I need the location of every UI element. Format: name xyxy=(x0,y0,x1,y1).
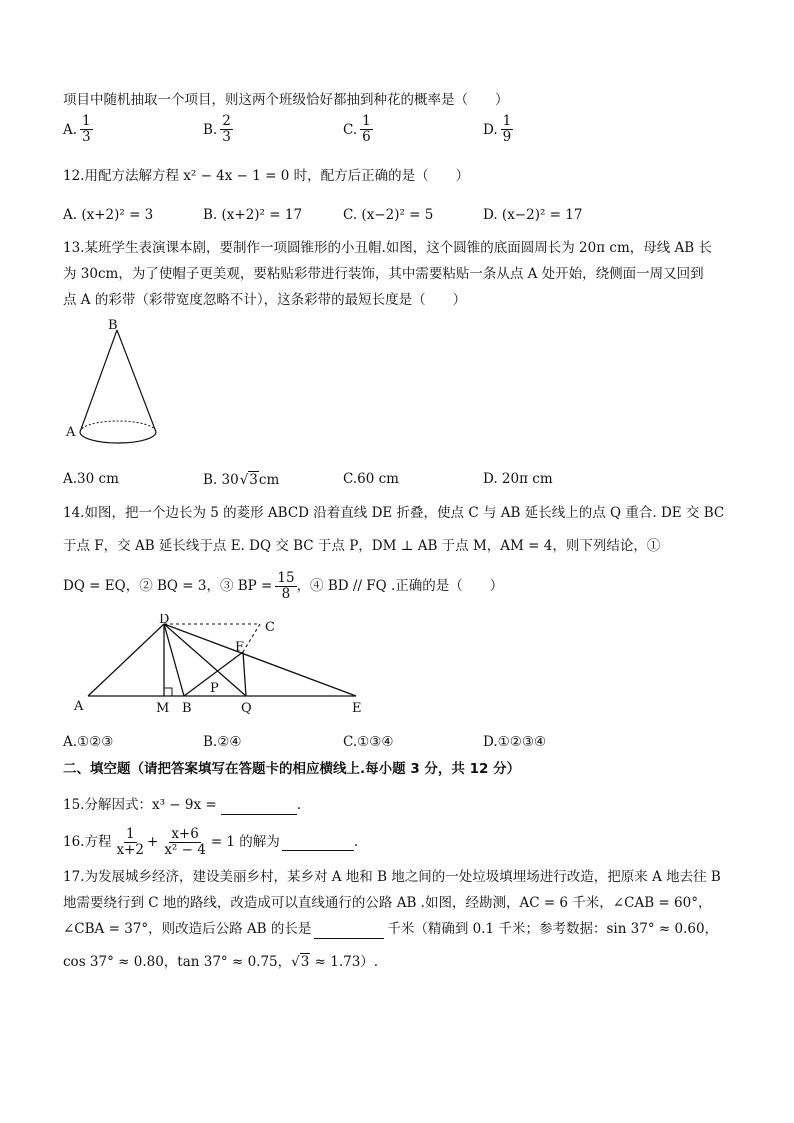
fraction-num: 15 xyxy=(277,569,295,586)
point-a-label: A xyxy=(74,699,84,714)
sqrt-radicand: 3 xyxy=(300,954,310,970)
q13-options xyxy=(63,471,743,493)
q17-line3-pre: ∠CBA = 37°，则改造后公路 AB 的长是 xyxy=(63,921,312,937)
fraction xyxy=(220,114,233,145)
q11-option-d xyxy=(483,114,513,145)
point-e-label: E xyxy=(352,701,362,716)
q13-option-a: A.30 cm xyxy=(63,471,119,487)
sqrt-symbol: √ xyxy=(239,471,249,488)
line-de xyxy=(164,624,356,696)
point-b-label: B xyxy=(108,318,118,333)
option-letter: C. xyxy=(343,121,358,138)
cone-side-left xyxy=(80,330,117,432)
section-title: 二、填空题（请把答案填写在答题卡的相应横线上.每小题 3 分，共 12 分） xyxy=(63,761,521,777)
fraction xyxy=(162,827,208,858)
q17-line4 xyxy=(63,952,733,972)
option-letter: B. xyxy=(203,121,218,138)
q14-line3 xyxy=(63,566,733,606)
point-p-label: P xyxy=(210,681,219,696)
fraction-num: 1 xyxy=(502,113,512,129)
q15-line xyxy=(63,795,733,815)
point-b-label: B xyxy=(182,701,192,716)
cone-figure xyxy=(60,318,170,448)
q14-option-d: D.①②③④ xyxy=(483,734,547,750)
sqrt-symbol: √ xyxy=(291,954,300,970)
q12-option-b: B. (x+2)² = 17 xyxy=(203,207,303,223)
option-letter: A. xyxy=(63,121,78,138)
q16-line xyxy=(63,820,733,864)
fraction-num: 1 xyxy=(82,113,91,129)
q17-line2: 地需要绕行到 C 地的路线，改造成可以直线通行的公路 AB .如图，经勘测，AC = 6 千米，∠CAB = 60°， xyxy=(63,895,712,911)
right-angle-mark xyxy=(164,688,172,696)
fraction xyxy=(80,114,93,145)
line-dq xyxy=(164,624,246,696)
q14-options xyxy=(63,734,743,756)
q12-options xyxy=(63,207,743,229)
fraction-num: 1 xyxy=(362,113,371,129)
q17-line4-post: ≈ 1.73）. xyxy=(310,954,379,970)
point-c-label: C xyxy=(265,620,275,635)
q13-option-b xyxy=(203,471,279,488)
q14-option-b: B.②④ xyxy=(203,734,242,750)
q14-line1: 14.如图，把一个边长为 5 的菱形 ABCD 沿着直线 DE 折叠，使点 C 与 AB 延长线上的点 Q 重合. DE 交 BC xyxy=(63,505,725,521)
q17-line4-pre: cos 37° ≈ 0.80，tan 37° ≈ 0.75， xyxy=(63,954,292,970)
q14-line3-post: ，④ BD // FQ .正确的是（ ） xyxy=(296,578,504,594)
q15-end: . xyxy=(296,797,301,813)
q12-option-c: C. (x−2)² = 5 xyxy=(343,207,434,223)
fraction-num: 1 xyxy=(125,825,135,842)
q17-line3-post: 千米（精确到 0.1 千米；参考数据：sin 37° ≈ 0.60， xyxy=(387,921,719,937)
q17-line3 xyxy=(63,919,733,939)
q14-option-a: A.①②③ xyxy=(63,734,114,750)
line-cf-dashed xyxy=(243,624,260,652)
q16-pre: 16.方程 xyxy=(63,834,112,850)
line-ad xyxy=(88,624,164,696)
cone-base-back xyxy=(80,421,156,432)
line-db xyxy=(164,624,184,696)
q13-line3: 点 A 的彩带（彩带宽度忽略不计），这条彩带的最短长度是（ ） xyxy=(63,292,467,308)
q14-option-c: C.①③④ xyxy=(343,734,394,750)
answer-blank[interactable] xyxy=(282,834,354,851)
q13-option-d: D. 20π cm xyxy=(483,471,553,487)
q13-line2: 为 30cm，为了使帽子更美观，要粘贴彩带进行装饰，其中需要粘贴一条从点 A 处开始，绕侧面一周又回到 xyxy=(63,266,704,282)
rhombus-fold-figure xyxy=(60,614,380,724)
fraction-num: 2 xyxy=(222,113,231,129)
q11-option-b xyxy=(203,114,233,145)
q12-stem: 12.用配方法解方程 x² − 4x − 1 = 0 时，配方后正确的是（ ） xyxy=(63,168,470,184)
fraction-den: 9 xyxy=(502,129,512,145)
point-d-label: D xyxy=(159,614,170,627)
fraction-den: 8 xyxy=(281,585,291,602)
q16-end: . xyxy=(353,834,359,850)
fraction-den: 6 xyxy=(362,129,371,145)
q11-options xyxy=(63,114,743,154)
point-q-label: Q xyxy=(241,701,252,716)
point-a-label: A xyxy=(66,425,76,440)
q13-line1: 13.某班学生表演课本剧，要制作一项圆锥形的小丑帽.如图，这个圆锥的底面圆周长为 20π cm，母线 AB 长 xyxy=(63,240,713,256)
sqrt-radicand: 3 xyxy=(249,472,258,488)
fraction-den: 3 xyxy=(82,129,91,145)
option-text: B. 30 xyxy=(203,471,239,488)
fraction-den: x² − 4 xyxy=(164,841,206,858)
q11-option-c xyxy=(343,114,373,145)
fraction xyxy=(501,114,514,145)
line-fq xyxy=(243,652,246,696)
fraction xyxy=(114,827,146,858)
q17-line1: 17.为发展城乡经济，建设美丽乡村，某乡对 A 地和 B 地之间的一处垃圾填埋场进行改造，把原来 A 地去往 B xyxy=(63,869,721,885)
cone-base-front xyxy=(80,432,156,443)
q16-post: = 1 的解为 xyxy=(210,834,280,850)
q14-line2: 于点 F，交 AB 延长线于点 E. DQ 交 BC 于点 P，DM ⊥ AB 于点 M，AM = 4，则下列结论，① xyxy=(63,538,661,554)
cone-side-right xyxy=(117,330,156,432)
answer-blank[interactable] xyxy=(221,798,297,815)
fraction xyxy=(360,114,373,145)
fraction-den: x+2 xyxy=(116,841,144,858)
q13-option-c: C.60 cm xyxy=(343,471,399,487)
fraction-den: 3 xyxy=(222,129,231,145)
q15-stem: 15.分解因式：x³ − 9x = xyxy=(63,797,217,813)
point-m-label: M xyxy=(156,701,170,716)
q12-option-d: D. (x−2)² = 17 xyxy=(483,207,583,223)
q12-option-a: A. (x+2)² = 3 xyxy=(63,207,154,223)
fraction-num: x+6 xyxy=(171,825,199,842)
point-f-label: F xyxy=(235,640,245,655)
q14-line3-pre: DQ = EQ，② BQ = 3，③ BP = xyxy=(63,578,273,594)
answer-blank[interactable] xyxy=(314,922,384,939)
fraction xyxy=(275,571,296,602)
q11-stem: 项目中随机抽取一个项目，则这两个班级恰好都抽到种花的概率是（ ） xyxy=(63,92,509,108)
plus-sign: + xyxy=(147,834,159,850)
q11-option-a xyxy=(63,114,93,145)
option-letter: D. xyxy=(483,121,498,138)
option-text: cm xyxy=(258,471,280,488)
